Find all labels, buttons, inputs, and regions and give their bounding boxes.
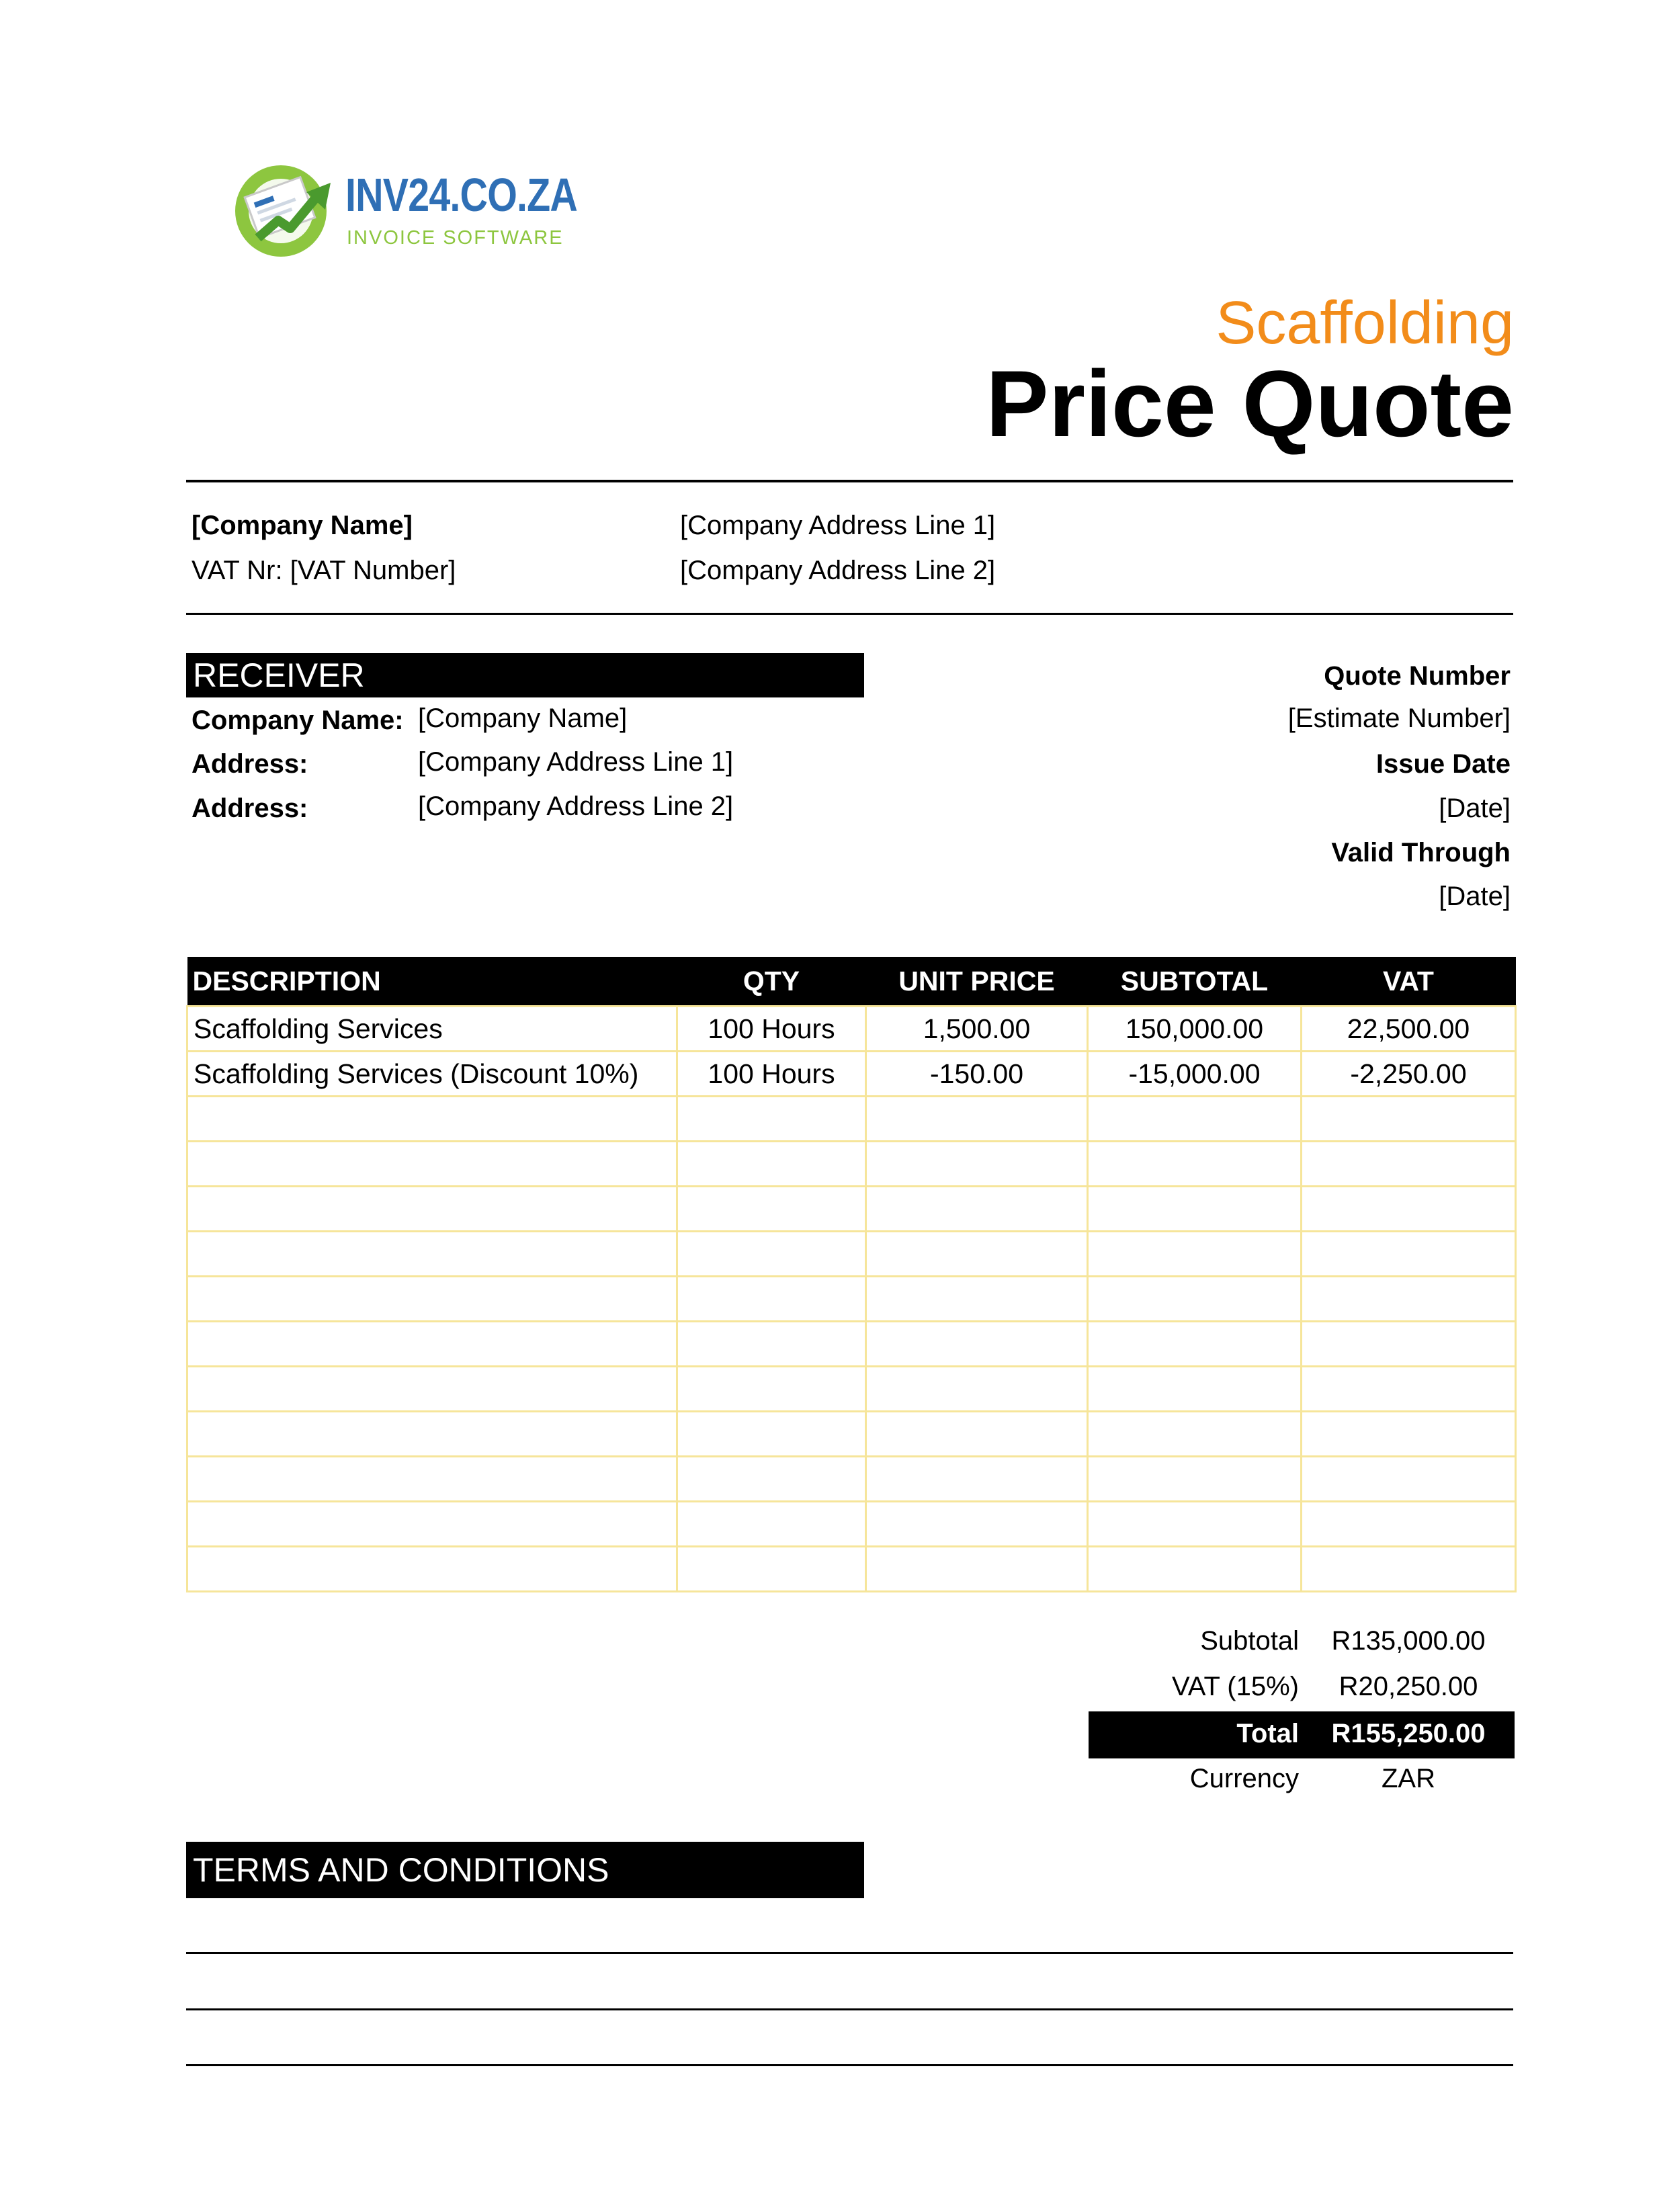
cell-unit-price: [866, 1232, 1088, 1277]
receiver-company-label: Company Name:: [192, 706, 404, 735]
cell-vat: [1302, 1502, 1516, 1547]
total-value: R155,250.00: [1331, 1719, 1486, 1748]
subtotal-label: Subtotal: [1200, 1626, 1299, 1656]
cell-description: [187, 1097, 677, 1142]
table-row: [187, 1367, 1516, 1412]
cell-vat: [1302, 1277, 1516, 1322]
cell-subtotal: [1088, 1232, 1302, 1277]
cell-description: [187, 1547, 677, 1592]
table-row: [187, 1142, 1516, 1187]
terms-line-1: [186, 1952, 1513, 1954]
table-row: [187, 1502, 1516, 1547]
terms-line-2: [186, 2008, 1513, 2010]
terms-header: TERMS AND CONDITIONS: [186, 1842, 864, 1898]
table-row: [187, 1547, 1516, 1592]
cell-subtotal: [1088, 1097, 1302, 1142]
table-row: [187, 1232, 1516, 1277]
valid-through-label: Valid Through: [1331, 838, 1511, 867]
cell-subtotal: -15,000.00: [1088, 1052, 1302, 1097]
column-header-vat: VAT: [1302, 957, 1516, 1007]
column-header-subtotal: SUBTOTAL: [1088, 957, 1302, 1007]
valid-through-value: [Date]: [1439, 882, 1511, 911]
cell-unit-price: [866, 1367, 1088, 1412]
logo-icon: [231, 159, 339, 259]
cell-qty: [677, 1322, 866, 1367]
table-row: [187, 1412, 1516, 1457]
cell-vat: [1302, 1097, 1516, 1142]
quote-number-label: Quote Number: [1324, 661, 1511, 691]
cell-subtotal: [1088, 1322, 1302, 1367]
cell-description: [187, 1367, 677, 1412]
cell-description: [187, 1277, 677, 1322]
quote-number-value: [Estimate Number]: [1287, 704, 1511, 733]
issue-date-value: [Date]: [1439, 794, 1511, 823]
cell-qty: [677, 1277, 866, 1322]
receiver-address2-label: Address:: [192, 794, 308, 823]
receiver-header: RECEIVER: [186, 653, 864, 697]
cell-unit-price: [866, 1187, 1088, 1232]
line-items-table: [186, 957, 1517, 1592]
sender-address-line-1: [Company Address Line 1]: [680, 511, 996, 540]
total-label: Total: [1236, 1719, 1299, 1748]
cell-subtotal: [1088, 1187, 1302, 1232]
cell-vat: [1302, 1457, 1516, 1502]
cell-unit-price: [866, 1457, 1088, 1502]
cell-qty: 100 Hours: [677, 1007, 866, 1052]
cell-unit-price: -150.00: [866, 1052, 1088, 1097]
table-row: [187, 1097, 1516, 1142]
cell-qty: [677, 1502, 866, 1547]
logo-name: INV24.CO.ZA: [345, 169, 578, 221]
cell-qty: 100 Hours: [677, 1052, 866, 1097]
sender-vat: VAT Nr: [VAT Number]: [192, 556, 456, 585]
cell-subtotal: 150,000.00: [1088, 1007, 1302, 1052]
cell-description: [187, 1412, 677, 1457]
cell-vat: [1302, 1232, 1516, 1277]
cell-qty: [677, 1097, 866, 1142]
table-row: [187, 1277, 1516, 1322]
divider-sender: [186, 613, 1513, 615]
cell-qty: [677, 1457, 866, 1502]
table-row: [187, 1007, 1516, 1052]
receiver-company-value: [Company Name]: [418, 704, 628, 733]
table-row: [187, 1322, 1516, 1367]
receiver-address1-value: [Company Address Line 1]: [418, 747, 734, 777]
cell-description: [187, 1187, 677, 1232]
cell-qty: [677, 1232, 866, 1277]
cell-subtotal: [1088, 1412, 1302, 1457]
company-logo: [231, 159, 581, 259]
vat-value: R20,250.00: [1339, 1672, 1478, 1701]
cell-description: [187, 1142, 677, 1187]
cell-unit-price: [866, 1277, 1088, 1322]
cell-subtotal: [1088, 1457, 1302, 1502]
logo-text: [345, 168, 628, 249]
cell-unit-price: [866, 1412, 1088, 1457]
logo-tagline: INVOICE SOFTWARE: [347, 227, 564, 249]
sender-company-name: [Company Name]: [192, 511, 413, 540]
table-row: [187, 1457, 1516, 1502]
cell-qty: [677, 1367, 866, 1412]
cell-description: [187, 1502, 677, 1547]
vat-label: VAT (15%): [1172, 1672, 1299, 1701]
table-body: [187, 1007, 1516, 1592]
table-header-row: [187, 957, 1516, 1007]
cell-unit-price: [866, 1547, 1088, 1592]
cell-vat: [1302, 1412, 1516, 1457]
cell-unit-price: 1,500.00: [866, 1007, 1088, 1052]
cell-vat: -2,250.00: [1302, 1052, 1516, 1097]
column-header-unit-price: UNIT PRICE: [866, 957, 1088, 1007]
cell-qty: [677, 1187, 866, 1232]
currency-label: Currency: [1189, 1764, 1299, 1793]
column-header-qty: QTY: [677, 957, 866, 1007]
currency-value: ZAR: [1382, 1764, 1435, 1793]
cell-subtotal: [1088, 1502, 1302, 1547]
table-row: [187, 1052, 1516, 1097]
cell-subtotal: [1088, 1547, 1302, 1592]
subtotal-value: R135,000.00: [1331, 1626, 1486, 1656]
divider-top: [186, 480, 1513, 482]
cell-unit-price: [866, 1097, 1088, 1142]
cell-vat: [1302, 1142, 1516, 1187]
receiver-address2-value: [Company Address Line 2]: [418, 792, 734, 821]
cell-vat: 22,500.00: [1302, 1007, 1516, 1052]
cell-unit-price: [866, 1322, 1088, 1367]
cell-description: [187, 1322, 677, 1367]
cell-subtotal: [1088, 1367, 1302, 1412]
issue-date-label: Issue Date: [1375, 749, 1511, 779]
cell-vat: [1302, 1547, 1516, 1592]
cell-subtotal: [1088, 1142, 1302, 1187]
cell-qty: [677, 1547, 866, 1592]
cell-description: Scaffolding Services (Discount 10%): [187, 1052, 677, 1097]
document-title: Price Quote: [986, 351, 1514, 456]
cell-description: Scaffolding Services: [187, 1007, 677, 1052]
cell-qty: [677, 1142, 866, 1187]
cell-vat: [1302, 1322, 1516, 1367]
column-header-description: DESCRIPTION: [187, 957, 677, 1007]
cell-unit-price: [866, 1142, 1088, 1187]
table-row: [187, 1187, 1516, 1232]
terms-line-3: [186, 2064, 1513, 2066]
sender-address-line-2: [Company Address Line 2]: [680, 556, 996, 585]
receiver-address1-label: Address:: [192, 749, 308, 779]
cell-description: [187, 1232, 677, 1277]
cell-subtotal: [1088, 1277, 1302, 1322]
cell-description: [187, 1457, 677, 1502]
cell-unit-price: [866, 1502, 1088, 1547]
cell-vat: [1302, 1187, 1516, 1232]
cell-qty: [677, 1412, 866, 1457]
cell-vat: [1302, 1367, 1516, 1412]
document-subtitle: Scaffolding: [1216, 290, 1514, 357]
